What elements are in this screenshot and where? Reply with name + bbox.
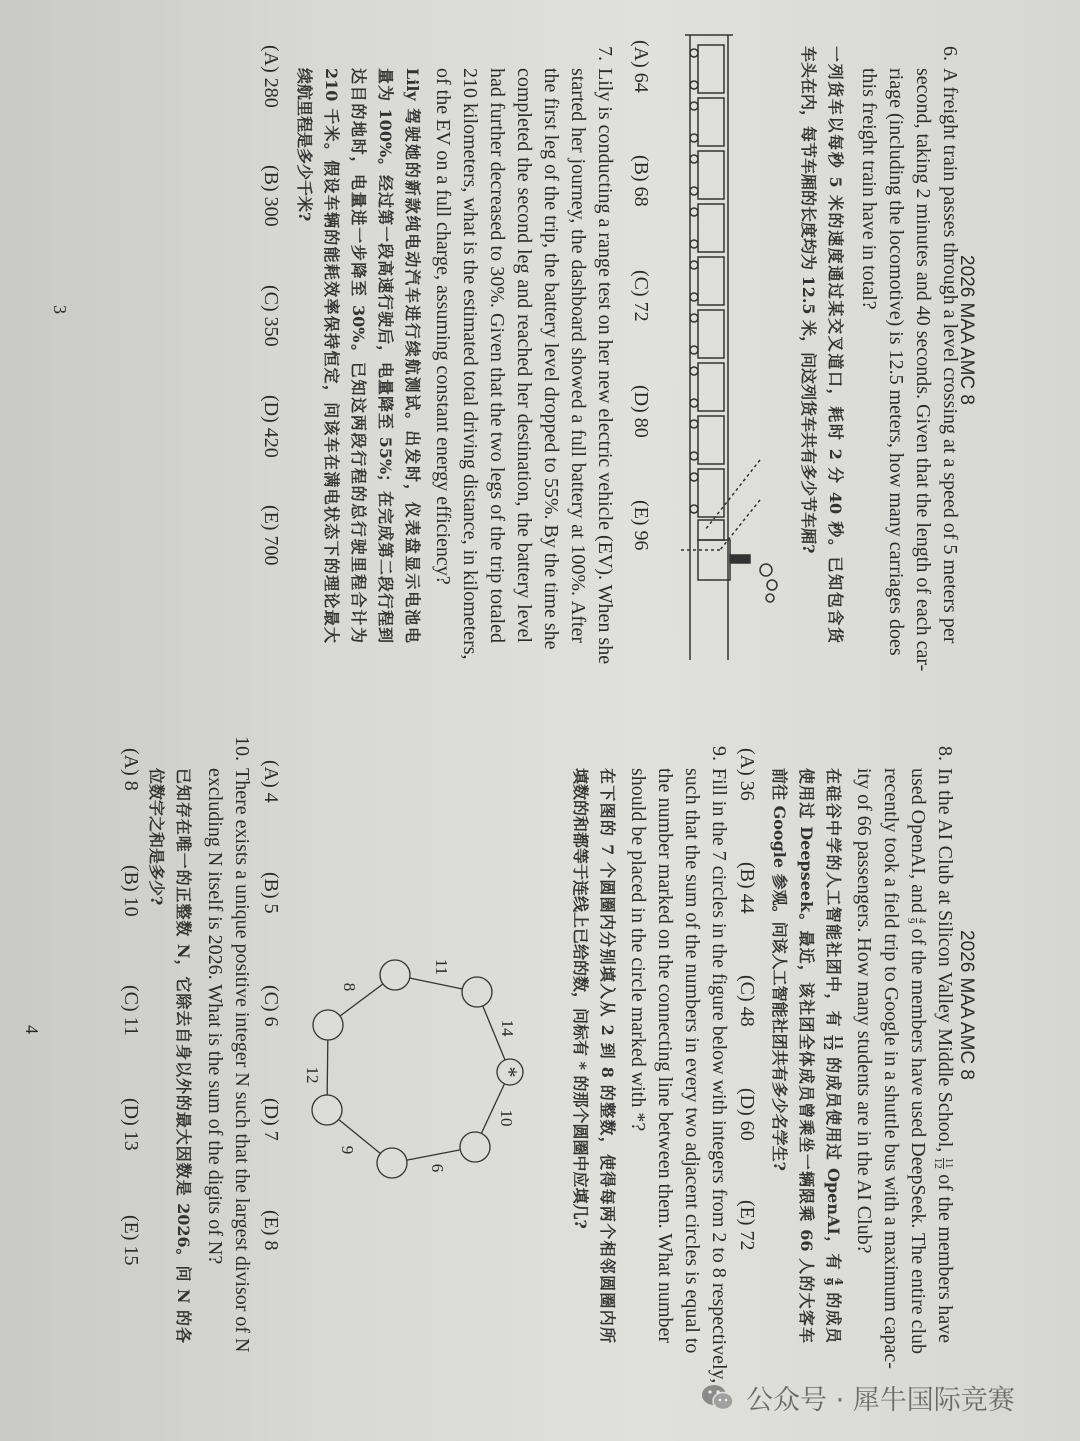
choice-d[interactable]: (D) 420 — [260, 395, 282, 458]
choice-e[interactable]: (E) 700 — [260, 505, 282, 566]
q7-en-line: had further decreased to 30%. Given that the two legs of the trip totaled — [486, 68, 508, 643]
question-number: 8. — [934, 746, 956, 761]
q7-en-line: Lily is conducting a range test on her new electric vehicle (EV). When she — [594, 68, 616, 665]
choice-b[interactable]: (B) 44 — [736, 862, 758, 914]
q6-en-line: this freight train have in total? — [858, 68, 880, 310]
q9-choices — [252, 0, 282, 1441]
edge-label-11: 11 — [432, 958, 451, 976]
q9-en-line: the number marked on the connecting line between them. What number — [654, 768, 676, 1343]
q9-en-line: such that the sum of the numbers in every two adjacent circles is equal to — [681, 768, 703, 1354]
empty-circle — [462, 977, 492, 1007]
fraction-deepseek: 4 9 — [905, 917, 929, 924]
page-header-right: 2026 MAA AMC 8 — [956, 930, 977, 1080]
q7-zh-line: 量为 100%。经过第一段高速行驶后，电量降至 55%；在完成第二段行程到 — [376, 68, 395, 643]
q7-zh-line: 210 千米。假设车辆的能耗效率保持恒定，问该车在满电状态下的理论最大 — [322, 68, 341, 643]
choice-d[interactable]: (D) 80 — [630, 385, 652, 438]
choice-b[interactable]: (B) 68 — [630, 155, 652, 207]
q6-zh-line: 一列货车以每秒 5 米的速度通过某交叉道口，耗时 2 分 40 秒。已知包含货 — [826, 46, 845, 643]
choice-c[interactable]: (C) 6 — [260, 985, 282, 1027]
choice-e[interactable]: (E) 96 — [630, 500, 652, 551]
edge-label-10: 10 — [497, 1109, 516, 1127]
choice-e[interactable]: (E) 8 — [260, 1210, 282, 1251]
q6-en-line: riage (including the locomotive) is 12.5 meters, how many carriages does — [885, 68, 907, 656]
empty-circle — [380, 960, 410, 990]
choice-d[interactable]: (D) 7 — [260, 1098, 282, 1141]
q8-zh: 在硅谷中学的人工智能社团中，有 — [824, 768, 843, 1035]
q8-en-line: recently took a field trip to Google in a shuttle bus with a maximum capac- — [880, 768, 902, 1369]
choice-b[interactable]: (B) 10 — [120, 865, 142, 917]
question-number: 6. — [939, 46, 961, 61]
q8-text: of the members have — [934, 1168, 956, 1343]
question-number: 9. — [708, 746, 730, 761]
choice-c[interactable]: (C) 11 — [120, 985, 142, 1036]
choice-b[interactable]: (B) 5 — [260, 872, 282, 914]
q8-text: used OpenAI, and — [907, 768, 929, 918]
edge-label-14: 14 — [498, 1019, 517, 1037]
q7-en-line: completed the second leg and reached her destination, the battery level — [513, 68, 535, 643]
q10-en-line: excluding N itself is 2026. What is the sum of the digits of N? — [204, 768, 226, 1265]
choice-c[interactable]: (C) 72 — [630, 270, 652, 322]
edge-label-8: 8 — [340, 982, 359, 992]
choice-d[interactable]: (D) 60 — [736, 1088, 758, 1141]
q6-zh-line: 车头在内，每节车厢的长度均为 12.5 米，问这列货车共有多少节车厢? — [799, 46, 818, 554]
q10-zh-line: 位数字之和是多少? — [147, 768, 166, 906]
q7-en-line: the first leg of the trip, the battery level dropped to 55%. By the time she — [540, 68, 562, 650]
choice-a[interactable]: (A) 8 — [120, 748, 142, 791]
q8-zh-line: 前往 Google 参观。问该人工智能社团共有多少名学生? — [770, 768, 789, 1171]
watermark — [700, 1378, 1015, 1417]
q7-zh-line: 续航里程是多少千米? — [295, 68, 314, 222]
edge-label-12: 12 — [303, 1066, 322, 1084]
q7-en-line: started her journey, the dashboard showed a full battery at 100%. After — [567, 68, 589, 643]
q8-en-line: ity of 66 passengers. How many students are in the AI Club? — [853, 768, 875, 1254]
choice-b[interactable]: (B) 300 — [260, 165, 282, 227]
q9-zh-line: 填数的和都等于连线上已给的数，问标有 * 的那个圆圈中应填几? — [571, 768, 590, 1229]
question-10 — [143, 736, 255, 1353]
choice-c[interactable]: (C) 48 — [736, 975, 758, 1027]
empty-circle — [460, 1132, 490, 1162]
empty-circle — [313, 1010, 343, 1040]
q9-zh-line: 在下图的 7 个圆圈内分别填入从 2 到 8 的整数，使得每两个相邻圆圈内所 — [598, 768, 617, 1343]
page-header-left: 2026 MAA AMC 8 — [956, 255, 977, 405]
q6-en-line: A freight train passes through a level crossing at a speed of 5 meters per — [939, 68, 961, 644]
q9-en-line: Fill in the 7 circles in the figure below with integers from 2 to 8 respectively, — [708, 768, 730, 1384]
fraction-openai: 11 12 — [932, 1157, 956, 1169]
wechat-icon — [700, 1382, 736, 1414]
page-number-3: 3 — [50, 305, 70, 314]
choice-a[interactable]: (A) 280 — [260, 45, 282, 108]
q7-en-line: of the EV on a full charge, assuming constant energy efficiency? — [432, 68, 454, 585]
question-number: 10. — [231, 736, 253, 761]
page-number-4: 4 — [22, 1025, 42, 1034]
q10-en-line: There exists a unique positive integer N such that the largest divisor of N — [231, 768, 253, 1353]
q6-en-line: second, taking 2 minutes and 40 seconds. Given that the length of each car- — [912, 68, 934, 672]
choice-a[interactable]: (A) 36 — [736, 748, 758, 801]
q8-zh: 的成员使用过 OpenAI，有 — [824, 1050, 843, 1278]
choice-a[interactable]: (A) 4 — [260, 760, 282, 803]
q8-text: In the AI Club at Silicon Valley Middle School, — [934, 768, 956, 1158]
q7-en-line: 210 kilometers, what is the estimated total driving distance, in kilometers, — [459, 68, 481, 660]
choice-d[interactable]: (D) 13 — [120, 1098, 142, 1151]
q10-choices — [112, 0, 142, 1441]
q8-zh: 的成员 — [824, 1285, 843, 1343]
question-number: 7. — [594, 46, 616, 61]
q9-en-line: should be placed in the circle marked with *? — [627, 768, 649, 1132]
q7-zh-line: 达目的地时，电量进一步降至 30%。已知这两段行程的总行驶里程合计为 — [349, 68, 368, 643]
q10-zh-line: 已知存在唯一的正整数 N，它除去自身以外的最大因数是 2026。问 N 的各 — [174, 768, 193, 1343]
q7-zh-line: Lily 驾驶她的新款纯电动汽车进行续航测试。出发时，仪表盘显示电池电 — [403, 68, 422, 643]
star-marker: * — [497, 1066, 522, 1078]
empty-circle — [377, 1148, 407, 1178]
choice-e[interactable]: (E) 15 — [120, 1215, 142, 1266]
choice-c[interactable]: (C) 350 — [260, 285, 282, 347]
q8-text: of the members have used DeepSeek. The entire club — [907, 923, 929, 1355]
q8-zh-line: 使用过 Deepseek。最近，该社团全体成员曾乘坐一辆限乘 66 人的大客车 — [797, 768, 816, 1343]
choice-e[interactable]: (E) 72 — [736, 1200, 758, 1251]
question-8: 8. In the AI Club at Silicon Valley Middle School, 11 12 of the members have used OpenAI, and 4 9 of the members have used DeepSeek. The entire club recently took a field trip to Google in a shuttle bus with a maximum capac- ity of 66 passengers. How many students are in the AI Club? 在硅谷中学的人工智能社团中，有 11 12 的成员使用过 OpenAI，有 4 9 的成员 使用过 Deepseek。最近，该社团全体成员曾乘坐一辆限乘 66 人的大客车 前往 Google 参观。问该人工智能社团共有多少名学生? — [766, 768, 958, 1343]
watermark-text: 公众号 · 犀牛国际竞赛 — [746, 1385, 1015, 1416]
choice-a[interactable]: (A) 64 — [630, 40, 652, 93]
edge-label-6: 6 — [428, 1163, 447, 1173]
empty-circle — [312, 1095, 342, 1125]
edge-label-9: 9 — [338, 1145, 357, 1155]
